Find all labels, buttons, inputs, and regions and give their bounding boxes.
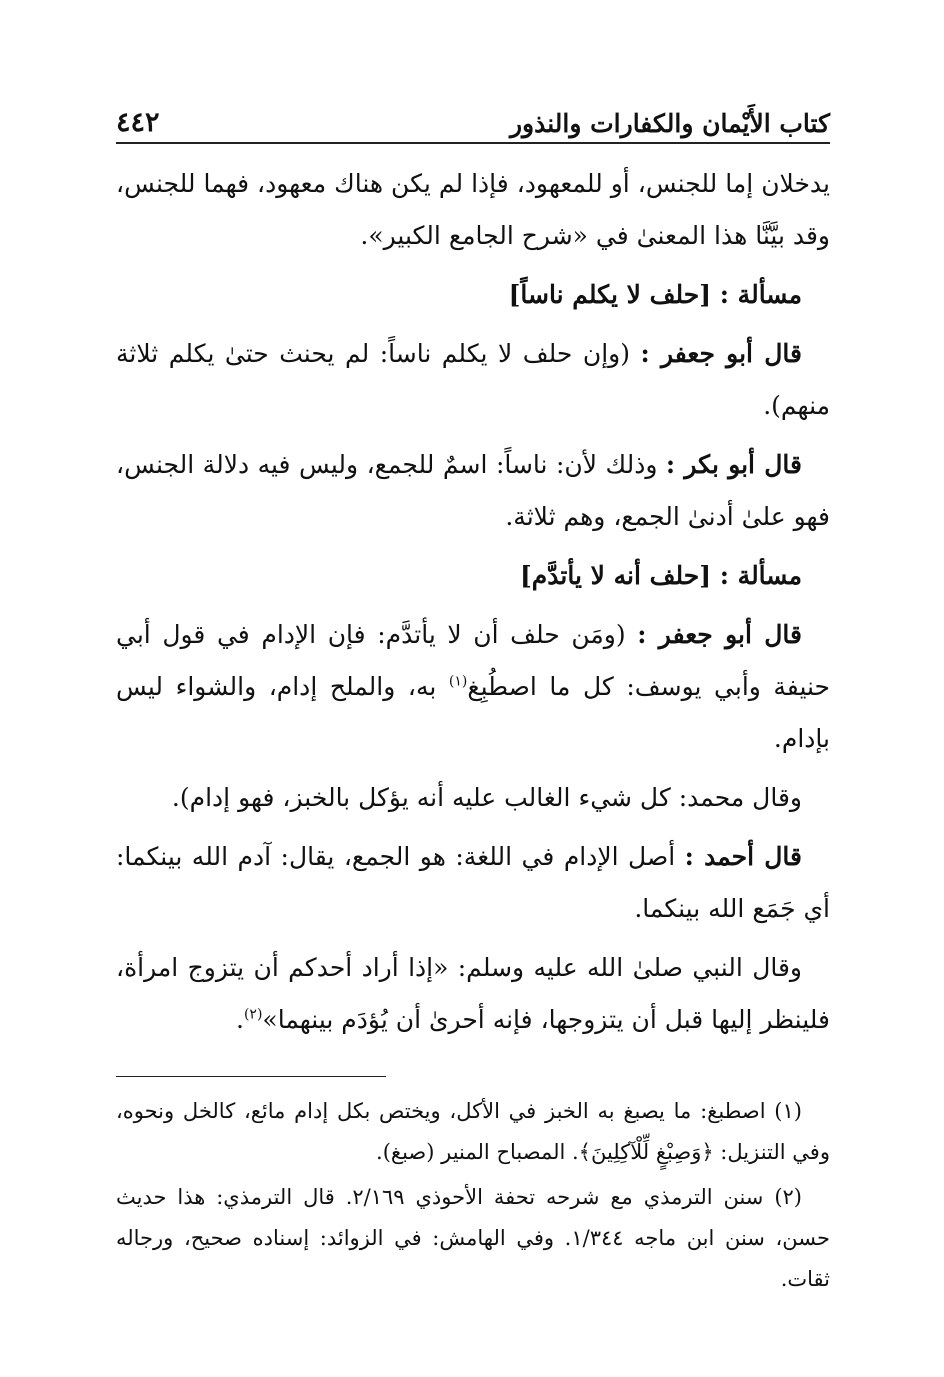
section-heading-1: مسألة : [حلف لا يكلم ناساً] xyxy=(508,280,802,309)
section-heading-2: مسألة : [حلف أنه لا يأتدَّم] xyxy=(519,561,802,590)
paragraph-2-text: (وإن حلف لا يكلم ناساً: لم يحنث حتىٰ يكلم ثلاثة منهم). xyxy=(116,339,830,420)
paragraph-7-text: وقال النبي صلىٰ الله عليه وسلم: «إذا أراد أحدكم أن يتزوج امرأة، فلينظر إليها قبل أن يتزوجها، فإنه أحرىٰ أن يُؤدَم بينهما» xyxy=(116,953,830,1034)
paragraph-3-text: وذلك لأن: ناساً: اسمٌ للجمع، وليس فيه دلالة الجنس، فهو علىٰ أدنىٰ الجمع، وهم ثلاثة. xyxy=(116,450,830,531)
footnotes xyxy=(116,1091,830,1300)
book-page xyxy=(116,96,830,1304)
speaker-label: قال أبو جعفر : xyxy=(637,620,802,649)
main-text xyxy=(116,158,830,1046)
speaker-label: قال أبو جعفر : xyxy=(640,339,802,368)
paragraph-6 xyxy=(116,831,830,935)
paragraph-1: يدخلان إما للجنس، أو للمعهود، فإذا لم يكن هناك معهود، فهما للجنس، وقد بيَّنَّا هذا المعنىٰ في «شرح الجامع الكبير». xyxy=(116,169,830,250)
paragraph-3 xyxy=(116,439,830,543)
speaker-label: قال أحمد : xyxy=(684,842,803,871)
speaker-label: قال أبو بكر : xyxy=(665,450,802,479)
page-header xyxy=(116,96,830,144)
footnote-ref-2[interactable]: (٢) xyxy=(243,1006,263,1023)
paragraph-4-text-a: (ومَن حلف أن لا يأتدَّم: فإن الإدام في قول أبي حنيفة وأبي يوسف: كل ما اصطُبِغ xyxy=(116,620,830,701)
paragraph-7-end: . xyxy=(236,1005,244,1034)
paragraph-5: وقال محمد: كل شيء الغالب عليه أنه يؤكل بالخبز، فهو إدام). xyxy=(171,783,802,812)
paragraph-6-text: أصل الإدام في اللغة: هو الجمع، يقال: آدم الله بينكما: أي جَمَع الله بينكما. xyxy=(116,842,830,923)
footnote-ref-1[interactable]: (١) xyxy=(448,673,468,690)
paragraph-4 xyxy=(116,609,830,765)
paragraph-7 xyxy=(116,942,830,1046)
footnote-1: (١) اصطبغ: ما يصبغ به الخبز في الأكل، ويختص بكل إدام مائع، كالخل ونحوه، وفي التنزيل: ﴿وَصِبْغٍ لِّلْآكِلِينَ﴾. المصباح المنير (صبغ). xyxy=(116,1099,830,1164)
footnote-divider xyxy=(116,1076,386,1077)
footnote-2: (٢) سنن الترمذي مع شرحه تحفة الأحوذي ٢/١٦٩. قال الترمذي: هذا حديث حسن، سنن ابن ماجه ١/٣٤٤. وفي الهامش: في الزوائد: إسناده صحيح، ورجاله ثقات. xyxy=(116,1185,831,1291)
paragraph-2 xyxy=(116,328,830,432)
running-title: كتاب الأَيْمان والكفارات والنذور xyxy=(509,109,830,138)
page-number: ٤٤٢ xyxy=(116,107,160,138)
paragraph-4-text-b: به، والملح إدام، والشواء ليس بإدام. xyxy=(116,672,830,753)
